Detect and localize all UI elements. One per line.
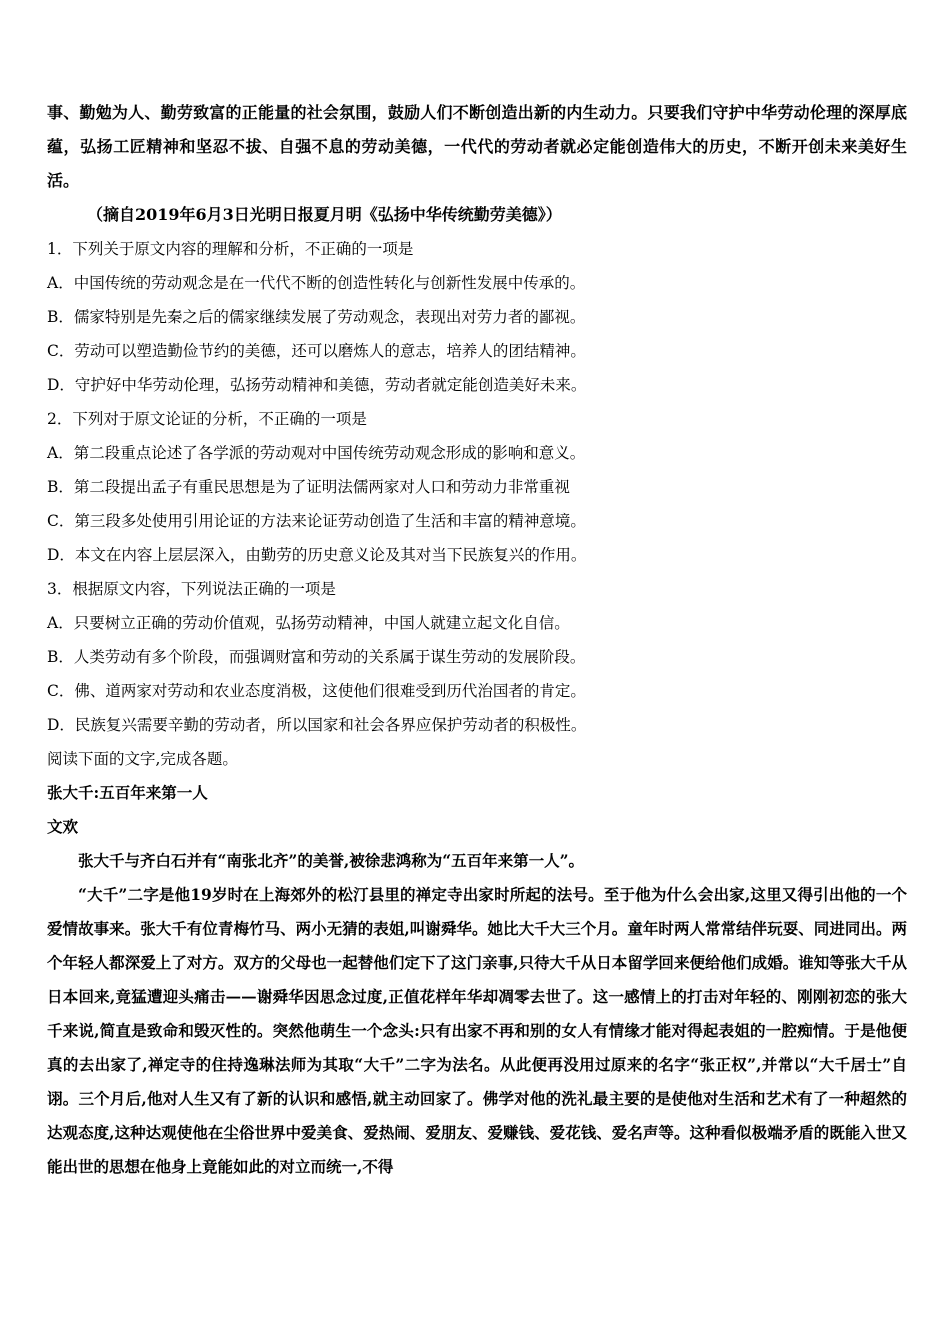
passage-source-citation: （摘自2019年6月3日光明日报夏月明《弘扬中华传统勤劳美德》） xyxy=(87,205,562,224)
document-page xyxy=(47,96,907,1184)
option-c: C．劳动可以塑造勤俭节约的美德，还可以磨炼人的意志，培养人的团结精神。 xyxy=(47,342,586,360)
article-author: 文欢 xyxy=(47,817,79,836)
question-1 xyxy=(47,232,907,402)
option-c: C．第三段多处使用引用论证的方法来论证劳动创造了生活和丰富的精神意境。 xyxy=(47,512,586,530)
article-title: 张大千:五百年来第一人 xyxy=(47,783,208,802)
option-b: B．儒家特别是先秦之后的儒家继续发展了劳动观念，表现出对劳力者的鄙视。 xyxy=(47,308,586,326)
question-stem: 2．下列对于原文论证的分析，不正确的一项是 xyxy=(47,410,367,428)
article-paragraph-2: “大千”二字是他19岁时在上海郊外的松汀县里的禅定寺出家时所起的法号。至于他为什么会出家,这里又得引出他的一个爱情故事来。张大千有位青梅竹马、两小无猜的表姐,叫谢舜华。她比大千大三个月。童年时两人常常结伴玩耍、同进同出。两个年轻人都深爱上了对方。双方的父母也一起替他们定下了这门亲事,只待大千从日本留学回来便给他们成婚。谁知等张大千从日本回来,竟猛遭迎头痛击——谢舜华因思念过度,正值花样年华却凋零去世了。这一感情上的打击对年轻的、刚刚初恋的张大千来说,简直是致命和毁灭性的。突然他萌生一个念头:只有出家不再和别的女人有情缘才能对得起表姐的一腔痴情。于是他便真的去出家了,禅定寺的住持逸琳法师为其取“大千”二字为法名。从此便再没用过原来的名字“张正权”,并常以“大千居士”自诩。三个月后,他对人生又有了新的认识和感悟,就主动回家了。佛学对他的洗礼最主要的是使他对生活和艺术有了一种超然的达观态度,这种达观使他在尘俗世界中爱美食、爱热闹、爱朋友、爱赚钱、爱花钱、爱名声等。这种看似极端矛盾的既能入世又能出世的思想在他身上竟能如此的对立而统一,不得 xyxy=(47,885,907,1176)
option-d: D．民族复兴需要辛勤的劳动者，所以国家和社会各界应保护劳动者的积极性。 xyxy=(47,716,587,734)
option-a: A．第二段重点论述了各学派的劳动观对中国传统劳动观念形成的影响和意义。 xyxy=(47,444,586,462)
question-3 xyxy=(47,572,907,742)
option-a: A．中国传统的劳动观念是在一代代不断的创造性转化与创新性发展中传承的。 xyxy=(47,274,586,292)
question-2 xyxy=(47,402,907,572)
article-paragraph-1: 张大千与齐白石并有“南张北齐”的美誉,被徐悲鸿称为“五百年来第一人”。 xyxy=(78,851,585,870)
option-c: C．佛、道两家对劳动和农业态度消极，这使他们很难受到历代治国者的肯定。 xyxy=(47,682,586,700)
option-a: A．只要树立正确的劳动价值观，弘扬劳动精神，中国人就建立起文化自信。 xyxy=(47,614,570,632)
reading-instruction: 阅读下面的文字,完成各题。 xyxy=(47,750,238,768)
option-b: B．人类劳动有多个阶段，而强调财富和劳动的关系属于谋生劳动的发展阶段。 xyxy=(47,648,586,666)
option-d: D．守护好中华劳动伦理，弘扬劳动精神和美德，劳动者就定能创造美好未来。 xyxy=(47,376,587,394)
passage-tail-paragraph: 事、勤勉为人、勤劳致富的正能量的社会氛围，鼓励人们不断创造出新的内生动力。只要我们守护中华劳动伦理的深厚底蕴，弘扬工匠精神和坚忍不拔、自强不息的劳动美德，一代代的劳动者就必定能创造伟大的历史，不断开创未来美好生活。 xyxy=(47,103,907,190)
question-stem: 1．下列关于原文内容的理解和分析，不正确的一项是 xyxy=(47,240,414,258)
option-d: D．本文在内容上层层深入，由勤劳的历史意义论及其对当下民族复兴的作用。 xyxy=(47,546,587,564)
option-b: B．第二段提出孟子有重民思想是为了证明法儒两家对人口和劳动力非常重视 xyxy=(47,478,570,496)
question-stem: 3．根据原文内容，下列说法正确的一项是 xyxy=(47,580,336,598)
